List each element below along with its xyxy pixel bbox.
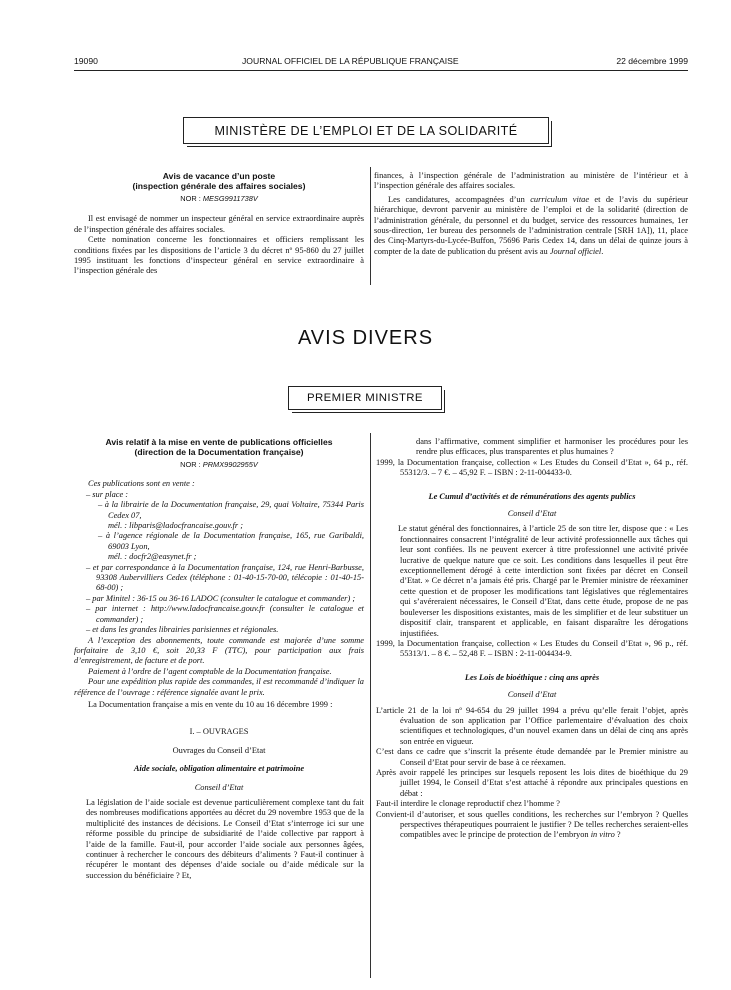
ministry-title: MINISTÈRE DE L’EMPLOI ET DE LA SOLIDARITÉ xyxy=(214,123,518,138)
sale-library-lyon: – à l’agence régionale de la Documentation française, 165, rue Garibaldi, 69003 Lyon, xyxy=(98,531,364,551)
page-number: 19090 xyxy=(74,56,98,66)
item2-reference: 1999, la Documentation française, collection « Les Etudes du Conseil d’Etat », 96 p., réf. 55313/1. – 8 €. – 52,48 F. – ISBN : 2-11-004434-9. xyxy=(376,638,688,659)
sale-right-column xyxy=(376,437,688,841)
sale-correspondence: – et par correspondance à la Documentation française, 124, rue Henri-Barbusse, 93308 Aubervilliers Cedex (téléphone : 01-40-15-70-00, télécopie : 01-40-15-68-00) ; xyxy=(86,562,364,593)
premier-ministre-title: PREMIER MINISTRE xyxy=(307,392,423,404)
sale-minitel: – par Minitel : 36-15 ou 36-16 LADOC (consulter le catalogue et commander) ; xyxy=(86,593,356,603)
sale-exception: A l’exception des abonnements, toute commande est majorée d’une somme forfaitaire de 3,10 €, soit 20,33 F (TTC), pour participation aux frais d’enregistrement, de facture et de port. xyxy=(74,635,364,666)
vacancy-paragraph-3: finances, à l’inspection générale de l’administration au ministère de l’intérieur et à l’inspection générale des affaires sociales. xyxy=(374,171,688,191)
vacancy-title: Avis de vacance d’un poste (inspection générale des affaires sociales) xyxy=(132,171,306,191)
sale-library-paris-mail: mél. : libparis@ladocfrancaise.gouv.fr ; xyxy=(108,521,244,531)
item3-author: Conseil d’Etat xyxy=(507,690,557,700)
item3-paragraph-3: Après avoir rappelé les principes sur lesquels reposent les lois dites de bioéthique du 29 juillet 1994, le Conseil d’Etat s’est attaché à répondre aux principales questions en débat : xyxy=(376,767,688,798)
ministry-box xyxy=(183,117,549,144)
vacancy-paragraph-4: Les candidatures, accompagnées d’un curriculum vitae et de l’avis du supérieur hiérarchique, devront parvenir au ministère de l’emploi et de la solidarité (direction de l’administration générale, du personnel et du budget, service des ressources humaines, 1er sous-direction, 1er bureau des personnels de l’administration centrale [SRH 1A]), 11, place des Cinq-Martyrs-du-Lycée-Buffon, 75696 Paris Cedex 14, dans un délai de quinze jours à compter de la date de publication du présent avis au Journal officiel. xyxy=(374,194,689,256)
issue-date: 22 décembre 1999 xyxy=(616,56,688,66)
item3-paragraph-4: Faut-il interdire le clonage reproductif chez l’homme ? xyxy=(376,799,560,809)
item3-paragraph-2: C’est dans ce cadre que s’inscrit la présente étude demandée par le Premier ministre au Conseil d’Etat pour servir de base à ce réexamen. xyxy=(376,747,688,767)
section-ouvrages-sub: Ouvrages du Conseil d’Etat xyxy=(172,745,266,755)
sale-onsale: La Documentation française a mis en vente du 10 au 16 décembre 1999 : xyxy=(88,699,333,709)
section-ouvrages: I. – OUVRAGES xyxy=(189,727,249,737)
vacancy-left-column xyxy=(74,171,364,277)
sale-on-site: – sur place : xyxy=(86,489,129,499)
item2-title: Le Cumul d’activités et de rémunérations des agents publics xyxy=(428,491,636,501)
column-divider xyxy=(370,167,371,285)
column-divider-2 xyxy=(370,433,371,978)
item2-author: Conseil d’Etat xyxy=(507,509,557,519)
item3-paragraph-5: Convient-il d’autoriser, et sous quelles conditions, les recherches sur l’embryon ? Quelles perspectives thérapeutiques pourraient le justifier ? De telles recherches seraient-elles compatibles avec le principe de protection de l’embryon in vitro ? xyxy=(376,809,688,840)
item1-reference: 1999, la Documentation française, collection « Les Etudes du Conseil d’Etat », 64 p., réf. 55312/3. – 7 €. – 45,92 F. – ISBN : 2-11-004433-0. xyxy=(376,457,688,478)
sale-internet: – par internet : http://www.ladocfrancaise.gouv.fr (consulter le catalogue et commander) ; xyxy=(86,604,364,624)
vacancy-right-column xyxy=(374,171,688,257)
sale-library-paris: – à la librairie de la Documentation française, 29, quai Voltaire, 75344 Paris Cedex 07, xyxy=(98,500,364,520)
sale-intro: Ces publications sont en vente : xyxy=(88,479,195,489)
item1-continuation: dans l’affirmative, comment simplifier et harmoniser les procédures pour les rendre plus efficaces, plus transparentes et plus humaines ? xyxy=(416,437,688,457)
running-header xyxy=(74,56,688,70)
sale-left-column xyxy=(74,437,364,881)
sale-expedition: Pour une expédition plus rapide des commandes, il est recommandé d’indiquer la référence de l’ouvrage : référence signalée avant le prix. xyxy=(74,677,364,697)
item3-title: Les Lois de bioéthique : cinq ans après xyxy=(464,672,600,682)
header-rule xyxy=(74,70,688,71)
vacancy-paragraph-2: Cette nomination concerne les fonctionnaires et officiers remplissant les conditions fixées par les dispositions de l’article 3 du décret nº 95-860 du 27 juillet 1995 instituant les fonctions d’inspecteur général en service extraordinaire à l’inspection générale des xyxy=(74,235,364,276)
vacancy-paragraph-1: Il est envisagé de nommer un inspecteur général en service extraordinaire auprès de l’inspection générale des affaires sociales. xyxy=(74,214,364,234)
item2-text: Le statut général des fonctionnaires, à l’article 25 de son titre Ier, dispose que : « Les fonctionnaires consacrent l’intégralité de leur activité professionnelle aux tâches qui leur sont confiées. Ils ne peuvent exercer à titre professionnel une activité privée lucrative de quelque nature que ce soit. Les conditions dans lesquelles il peut être exceptionnellement dérogé à cette interdiction sont fixées par décret en Conseil d’Etat. » Ce décret n’a jamais été pris. Chargé par le Premier ministre de réexaminer cette question et de proposer les modifications tant législatives que réglementaires qui s’avéreraient nécessaires, le Conseil d’Etat, dans cette étude, propose de ne pas bouleverser les dispositions existantes, mais de les simplifier et de leur substituer un dispositif clair, transparent et applicable, en faisant disparaître les dérogations injustifiées. xyxy=(398,524,688,638)
sale-libraries: – et dans les grandes librairies parisiennes et régionales. xyxy=(86,625,279,635)
journal-title: JOURNAL OFFICIEL DE LA RÉPUBLIQUE FRANÇAISE xyxy=(242,56,459,66)
avis-divers-heading: AVIS DIVERS xyxy=(297,327,434,349)
item1-text: La législation de l’aide sociale est devenue particulièrement complexe tant du fait des nombreuses modifications apportées au décret du 29 novembre 1953 que de la multiplicité des instances de décisions. Le Conseil d’Etat s’interroge ici sur une réforme possible du principe de subsidiarité de l’aide collective par rapport à l’aide de la famille. Faut-il, pour accorder l’aide sociale aux personnes âgées, continuer à rechercher le concours des débiteurs d’aliments ? Faut-il continuer à récupérer le montant des dépenses d’aide sociale ou d’aide médicale sur la succession du bénéficiaire ? Et, xyxy=(86,797,364,880)
item3-paragraph-1: L’article 21 de la loi nº 94-654 du 29 juillet 1994 a prévu qu’elle ferait l’objet, après évaluation de son application par l’Office parlementaire d’évaluation des choix scientifiques et technologiques, d’un nouvel examen dans un délai de cinq ans après son entrée en vigueur. xyxy=(376,705,688,746)
premier-ministre-box xyxy=(288,386,442,410)
item1-author: Conseil d’Etat xyxy=(194,782,244,792)
sale-payment: Paiement à l’ordre de l’agent comptable de la Documentation française. xyxy=(88,666,332,676)
sale-library-lyon-mail: mél. : docfr2@easynet.fr ; xyxy=(108,552,197,562)
sale-nor: NOR : PRMX9902955V xyxy=(180,460,258,469)
sale-title: Avis relatif à la mise en vente de publications officielles (direction de la Documentation française) xyxy=(105,437,333,457)
vacancy-nor: NOR : MESG9911738V xyxy=(180,194,258,203)
item1-title: Aide sociale, obligation alimentaire et patrimoine xyxy=(133,764,305,774)
